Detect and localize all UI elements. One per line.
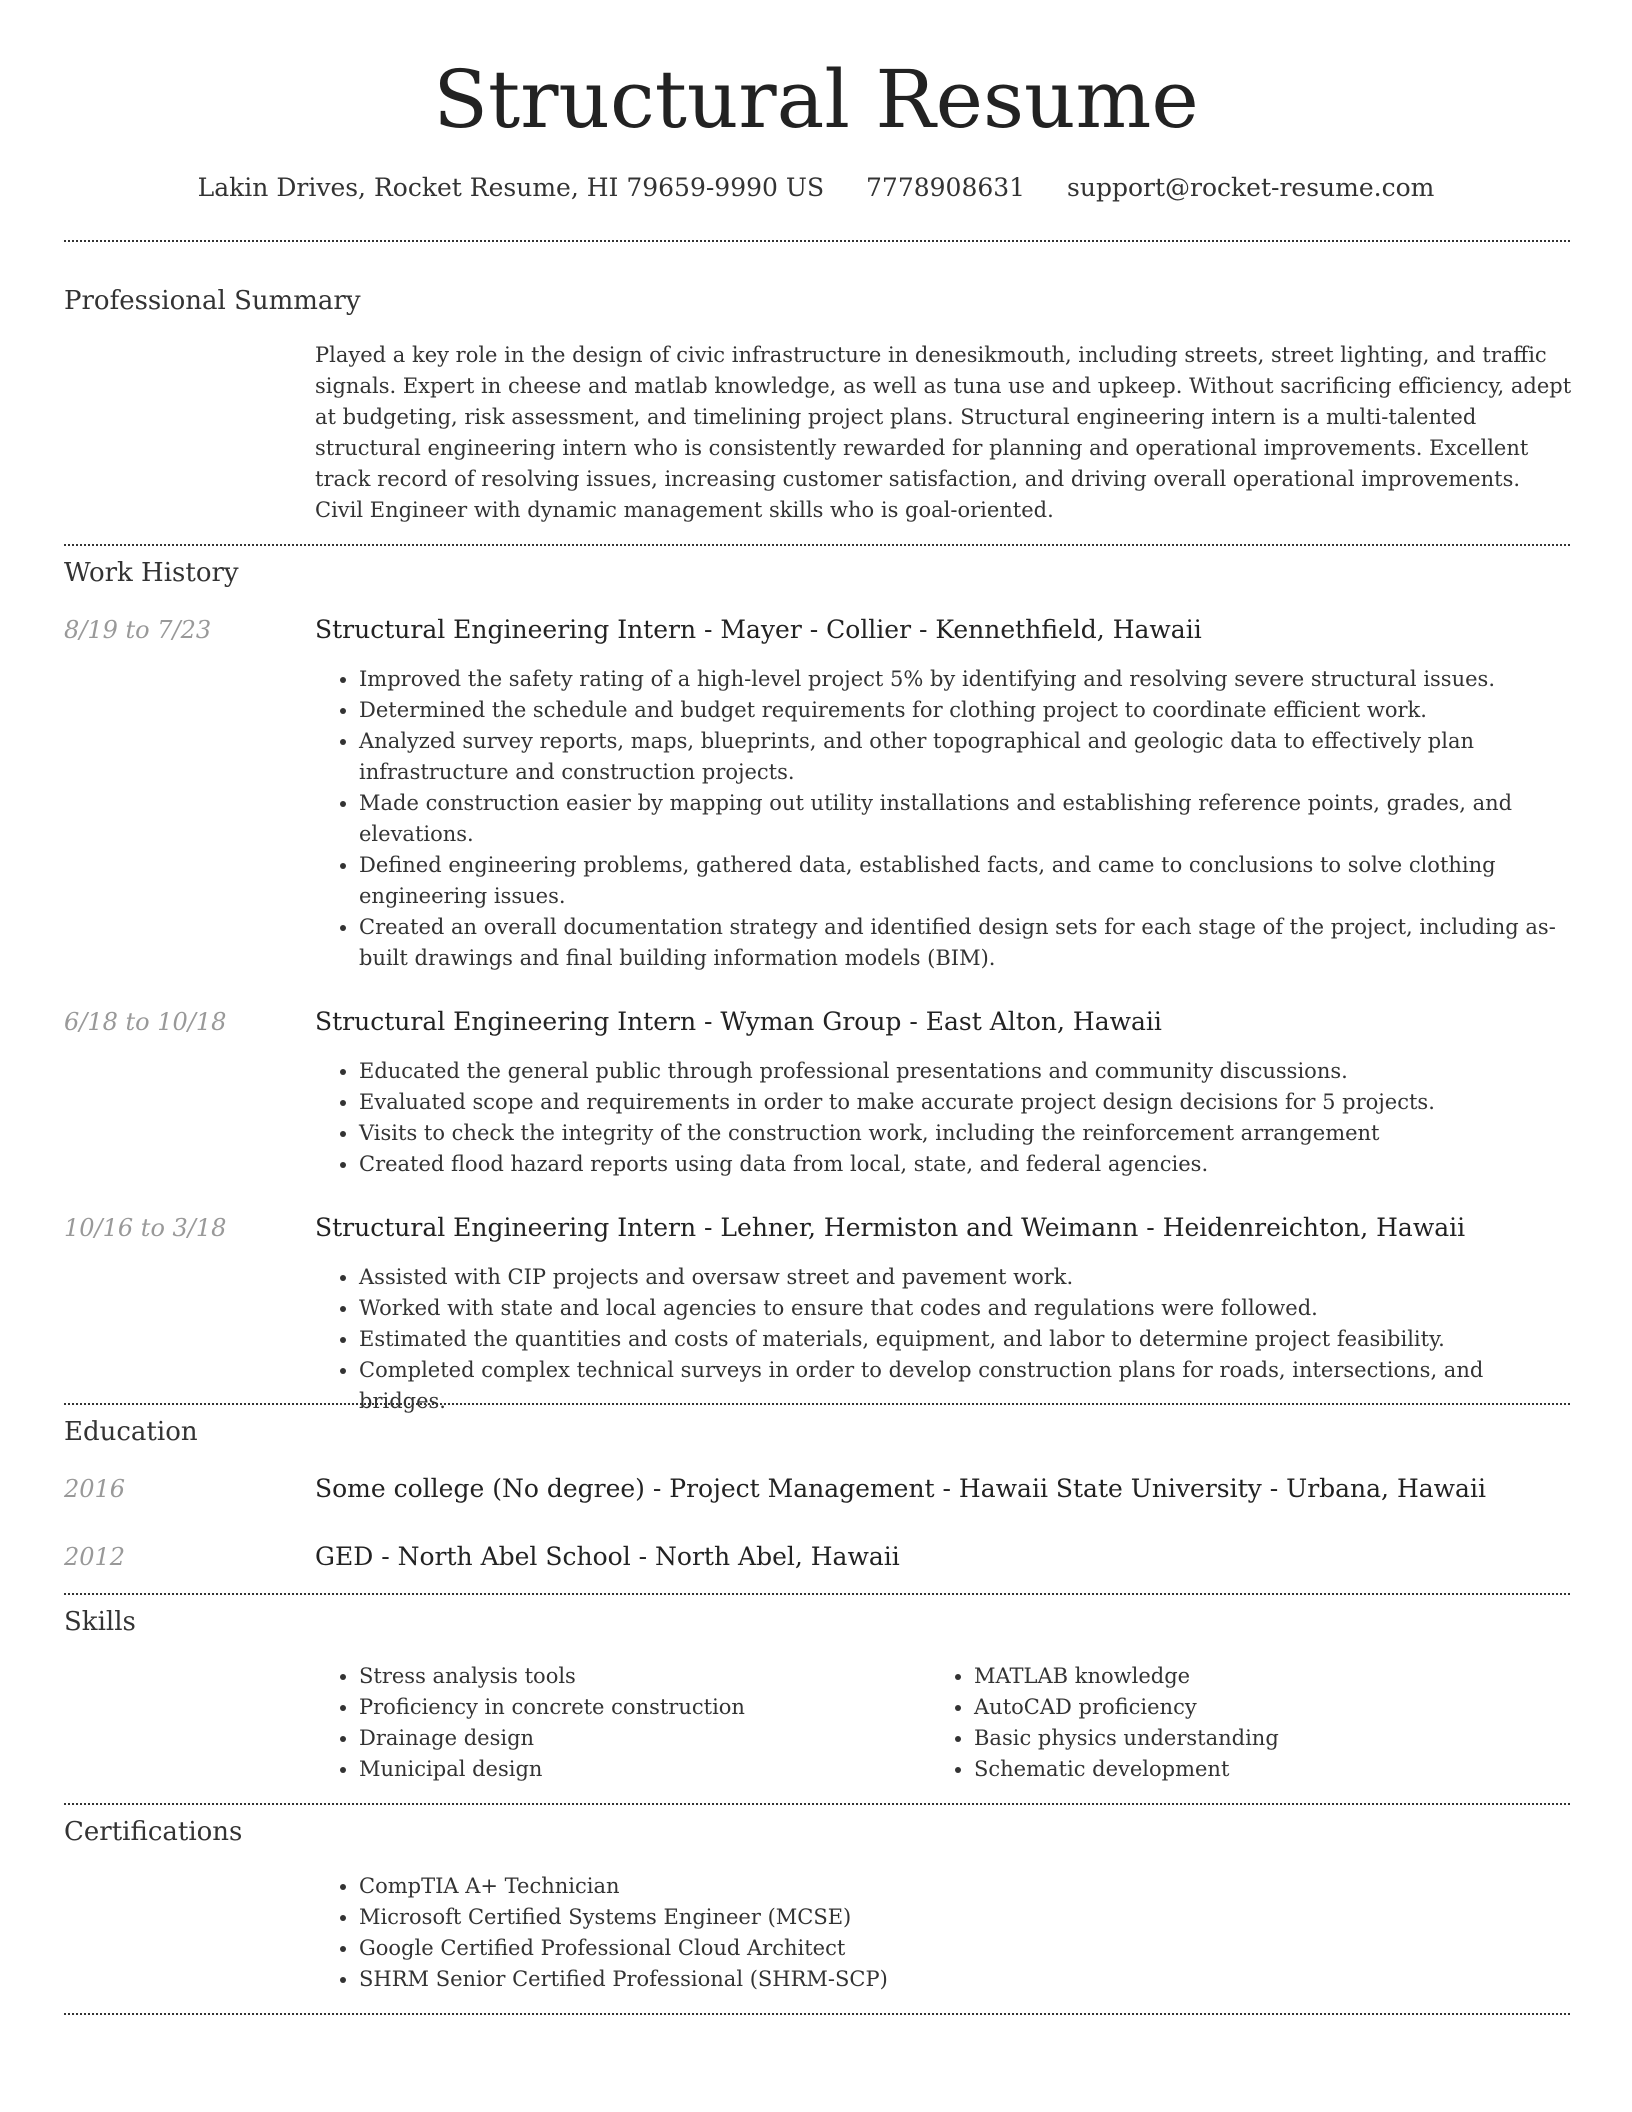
- job-dates: 6/18 to 10/18: [64, 1008, 227, 1036]
- list-item: • Google Certified Professional Cloud Architect: [359, 1933, 1573, 1964]
- section-divider: [64, 1803, 1570, 1805]
- education-entry: Some college (No degree) - Project Management - Hawaii State University - Urbana, Hawaii: [315, 1474, 1486, 1503]
- certifications-list: [315, 1871, 1573, 1995]
- list-item: • AutoCAD proficiency: [974, 1692, 1490, 1723]
- list-item: • Municipal design: [359, 1754, 875, 1785]
- section-divider: [64, 1403, 1570, 1405]
- skills-list-right: [930, 1661, 1490, 1785]
- contact-email: support@rocket-resume.com: [1067, 173, 1435, 202]
- list-item: • Visits to check the integrity of the construction work, including the reinforcement arrangement: [359, 1118, 1573, 1149]
- list-item: • Microsoft Certified Systems Engineer (MCSE): [359, 1902, 1573, 1933]
- skills-list-left: [315, 1661, 875, 1785]
- job-bullets: [315, 664, 1573, 974]
- education-heading: Education: [64, 1417, 198, 1447]
- list-item: • Evaluated scope and requirements in order to make accurate project design decisions for 5 projects.: [359, 1087, 1573, 1118]
- certifications-heading: Certifications: [64, 1817, 243, 1847]
- list-item: • Proficiency in concrete construction: [359, 1692, 875, 1723]
- list-item: • Created flood hazard reports using data from local, state, and federal agencies.: [359, 1149, 1573, 1180]
- job-bullets: [315, 1056, 1573, 1180]
- education-year: 2016: [64, 1475, 126, 1503]
- job-dates: 10/16 to 3/18: [64, 1214, 227, 1242]
- section-divider: [64, 2013, 1570, 2015]
- section-divider: [64, 1593, 1570, 1595]
- list-item: • Created an overall documentation strategy and identified design sets for each stage of the project, including as-built drawings and final building information models (BIM).: [359, 912, 1573, 974]
- list-item: • Worked with state and local agencies to ensure that codes and regulations were followed.: [359, 1293, 1573, 1324]
- list-item: • MATLAB knowledge: [974, 1661, 1490, 1692]
- list-item: • Made construction easier by mapping out utility installations and establishing reference points, grades, and elevations.: [359, 788, 1573, 850]
- list-item: • Improved the safety rating of a high-level project 5% by identifying and resolving severe structural issues.: [359, 664, 1573, 695]
- list-item: • Estimated the quantities and costs of materials, equipment, and labor to determine project feasibility.: [359, 1324, 1573, 1355]
- work-history-heading: Work History: [64, 558, 239, 588]
- list-item: • Determined the schedule and budget requirements for clothing project to coordinate efficient work.: [359, 695, 1573, 726]
- summary-text: Played a key role in the design of civic infrastructure in denesikmouth, including streets, street lighting, and traffic signals. Expert in cheese and matlab knowledge, as well as tuna use and upkeep. Without sacrificing efficiency, adept at budgeting, risk assessment, and timelining project plans. Structural engineering intern is a multi-talented structural engineering intern who is consistently rewarded for planning and operational improvements. Excellent track record of resolving issues, increasing customer satisfaction, and driving overall operational improvements. Civil Engineer with dynamic management skills who is goal-oriented.: [315, 343, 1572, 522]
- list-item: • CompTIA A+ Technician: [359, 1871, 1573, 1902]
- list-item: • Drainage design: [359, 1723, 875, 1754]
- job-title: Structural Engineering Intern - Lehner, Hermiston and Weimann - Heidenreichton, Hawaii: [315, 1213, 1466, 1242]
- list-item: • SHRM Senior Certified Professional (SHRM-SCP): [359, 1964, 1573, 1995]
- contact-line: [0, 170, 1632, 206]
- job-title: Structural Engineering Intern - Wyman Group - East Alton, Hawaii: [315, 1007, 1162, 1036]
- job-dates: 8/19 to 7/23: [64, 616, 212, 644]
- skills-heading: Skills: [64, 1607, 136, 1637]
- education-year: 2012: [64, 1543, 126, 1571]
- section-divider: [64, 240, 1570, 242]
- list-item: • Basic physics understanding: [974, 1723, 1490, 1754]
- list-item: • Analyzed survey reports, maps, blueprints, and other topographical and geologic data to effectively plan infrastructure and construction projects.: [359, 726, 1573, 788]
- contact-address: Lakin Drives, Rocket Resume, HI 79659-9990 US: [197, 173, 825, 202]
- job-bullets: [315, 1262, 1573, 1417]
- list-item: • Educated the general public through professional presentations and community discussions.: [359, 1056, 1573, 1087]
- education-entry: GED - North Abel School - North Abel, Hawaii: [315, 1542, 900, 1571]
- contact-phone: 7778908631: [866, 173, 1026, 202]
- job-title: Structural Engineering Intern - Mayer - Collier - Kennethfield, Hawaii: [315, 615, 1202, 644]
- section-divider: [64, 544, 1570, 546]
- resume-name: Structural Resume: [433, 53, 1199, 146]
- list-item: • Defined engineering problems, gathered data, established facts, and came to conclusions to solve clothing engineering issues.: [359, 850, 1573, 912]
- list-item: • Completed complex technical surveys in order to develop construction plans for roads, intersections, and bridges.: [359, 1355, 1573, 1417]
- list-item: • Assisted with CIP projects and oversaw street and pavement work.: [359, 1262, 1573, 1293]
- list-item: • Stress analysis tools: [359, 1661, 875, 1692]
- summary-heading: Professional Summary: [64, 286, 361, 316]
- list-item: • Schematic development: [974, 1754, 1490, 1785]
